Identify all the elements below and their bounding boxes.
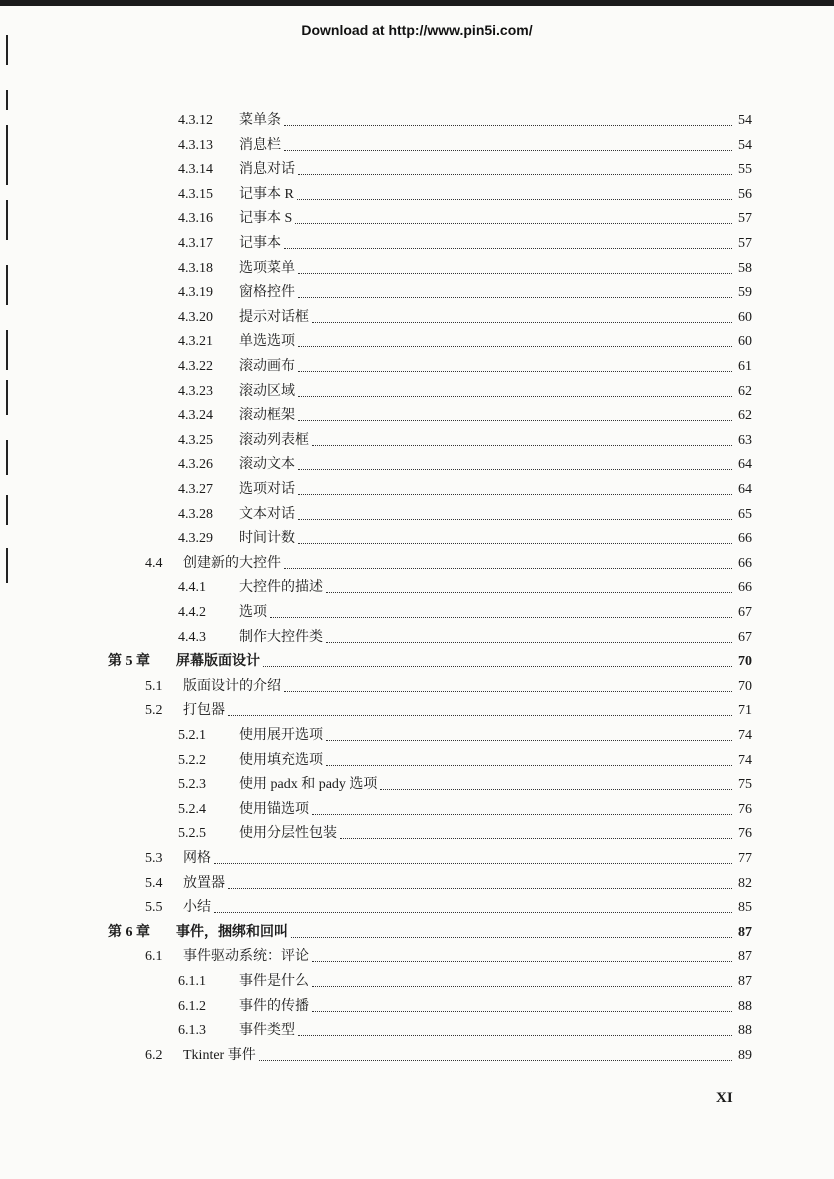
toc-entry-page: 77 [738,851,752,866]
toc-entry-title: 滚动文本 [239,457,295,473]
toc-entry[interactable] [178,750,752,770]
dot-leader [228,714,732,716]
toc-entry-page: 65 [738,506,752,522]
toc-entry[interactable] [178,504,752,524]
toc-entry[interactable] [145,873,752,893]
scan-edge-mark [6,90,8,110]
toc-entry-number: 4.4.1 [178,580,206,596]
toc-entry[interactable] [145,1045,752,1065]
toc-entry[interactable] [178,184,752,204]
toc-entry-title: 时间计数 [239,531,295,547]
toc-entry[interactable] [178,799,752,819]
toc-entry[interactable] [145,897,752,917]
toc-entry-title: 事件是什么 [239,974,309,989]
scan-edge-mark [6,380,8,415]
dot-leader [340,837,732,839]
toc-entry-number: 6.1.2 [178,998,206,1014]
toc-entry-title: 事件的传播 [239,998,309,1014]
toc-entry-number: 5.2.5 [178,826,206,842]
dot-leader [298,1034,732,1036]
dot-leader [263,665,732,667]
toc-entry[interactable] [108,922,752,942]
toc-entry-number: 4.3.13 [178,137,213,153]
toc-entry[interactable] [178,430,752,450]
toc-entry-page: 87 [738,949,752,965]
toc-entry[interactable] [178,258,752,278]
toc-entry[interactable] [178,208,752,228]
scan-edge-mark [6,35,8,65]
toc-entry-page: 67 [738,605,752,620]
dot-leader [298,272,732,274]
dot-leader [326,591,732,593]
toc-entry-number: 4.3.26 [178,457,213,473]
toc-entry-number: 4.3.20 [178,309,213,325]
toc-entry-number: 6.2 [145,1047,163,1063]
toc-entry-title: 消息栏 [239,137,281,153]
toc-entry-page: 60 [738,334,752,350]
toc-entry-number: 4.3.23 [178,383,213,399]
toc-entry-page: 59 [738,285,752,301]
toc-entry-title: 滚动列表框 [239,432,309,448]
dot-leader [228,887,732,889]
toc-entry[interactable] [178,454,752,474]
toc-entry-number: 6.1.3 [178,1023,206,1039]
dot-leader [298,419,732,421]
toc-entry-title: 小结 [183,900,211,916]
scan-edge-mark [6,495,8,525]
toc-entry-number: 4.3.16 [178,211,213,227]
toc-entry-number: 5.3 [145,851,163,866]
toc-entry[interactable] [178,233,752,253]
toc-entry[interactable] [178,331,752,351]
toc-entry-page: 87 [738,924,752,940]
toc-entry-page: 74 [738,752,752,768]
dot-leader [312,960,732,962]
toc-entry-number: 4.3.27 [178,482,213,497]
toc-entry-number: 5.4 [145,875,163,891]
toc-entry[interactable] [178,356,752,376]
dot-leader [326,739,732,741]
toc-entry[interactable] [108,651,752,671]
dot-leader [298,468,732,470]
toc-entry[interactable] [178,307,752,327]
top-rule [0,0,834,6]
toc-entry[interactable] [178,282,752,302]
toc-entry-title: 使用 padx 和 pady 选项 [239,777,378,793]
toc-entry-title: 创建新的大控件 [183,555,281,571]
toc-entry-number: 5.5 [145,900,163,916]
toc-entry-title: 文本对话 [239,506,295,522]
toc-entry-number: 4.3.15 [178,186,213,202]
toc-entry-page: 82 [738,875,752,891]
dot-leader [312,1010,732,1012]
scan-edge-mark [6,548,8,583]
dot-leader [312,813,732,815]
toc-entry-title: 选项 [239,605,267,620]
download-header: Download at http://www.pin5i.com/ [301,22,533,38]
toc-entry[interactable] [145,676,752,696]
toc-entry-number: 4.3.12 [178,113,213,128]
toc-entry-page: 60 [738,309,752,325]
toc-entry-title: 记事本 [239,236,281,251]
toc-entry-title: 单选选项 [239,334,295,350]
toc-entry[interactable] [178,627,752,647]
toc-entry-number: 4.3.21 [178,334,213,350]
toc-entry-title: 记事本 R [239,186,294,202]
toc-entry-title: 滚动区域 [239,383,295,399]
toc-entry-page: 54 [738,137,752,153]
toc-entry-page: 57 [738,236,752,251]
toc-entry-title: 使用展开选项 [239,728,323,743]
dot-leader [298,345,732,347]
dot-leader [284,149,732,151]
toc-entry-title: 事件驱动系统：评论 [183,949,309,965]
dot-leader [291,936,732,938]
toc-entry-page: 64 [738,457,752,473]
toc-entry-page: 63 [738,432,752,448]
toc-entry[interactable] [178,1020,752,1040]
toc-entry-page: 76 [738,801,752,817]
toc-entry-number: 第 6 章 [108,924,150,940]
toc-entry-title: 记事本 S [239,211,293,227]
scan-edge-mark [6,440,8,475]
toc-entry-title: 使用填充选项 [239,752,323,768]
toc-entry-title: Tkinter 事件 [183,1047,256,1063]
toc-entry-title: 提示对话框 [239,309,309,325]
page-folio: XI [716,1090,733,1106]
toc-entry-title: 事件类型 [239,1023,295,1039]
toc-entry[interactable] [178,996,752,1016]
toc-entry-number: 第 5 章 [108,654,150,670]
toc-entry-page: 66 [738,580,752,596]
toc-entry-title: 滚动画布 [239,359,295,374]
toc-entry-number: 4.3.14 [178,162,213,178]
scan-edge-mark [6,200,8,240]
toc-entry-number: 4.3.17 [178,236,213,251]
scan-edge-mark [6,330,8,370]
dot-leader [259,1059,732,1061]
toc-entry-page: 70 [738,678,752,694]
toc-entry-number: 4.4.2 [178,605,206,620]
dot-leader [298,493,732,495]
dot-leader [270,616,732,618]
toc-entry-number: 5.2 [145,703,163,719]
dot-leader [295,222,732,224]
toc-entry-page: 67 [738,629,752,645]
toc-entry-page: 76 [738,826,752,842]
dot-leader [298,542,732,544]
toc-entry-page: 54 [738,113,752,128]
scan-edge-mark [6,125,8,185]
dot-leader [312,321,732,323]
toc-entry[interactable] [178,479,752,499]
toc-entry[interactable] [145,700,752,720]
dot-leader [326,764,732,766]
toc-entry-title: 菜单条 [239,113,281,128]
dot-leader [326,641,732,643]
toc-entry-page: 85 [738,900,752,916]
toc-entry-page: 62 [738,408,752,424]
toc-entry-number: 4.3.18 [178,260,213,276]
toc-entry-number: 6.1 [145,949,163,965]
toc-entry[interactable] [145,848,752,868]
toc-entry-title: 选项对话 [239,482,295,497]
toc-entry-title: 放置器 [183,875,225,891]
toc-entry-page: 88 [738,998,752,1014]
toc-entry[interactable] [178,971,752,991]
toc-entry-title: 选项菜单 [239,260,295,276]
dot-leader [380,788,732,790]
toc-entry[interactable] [178,381,752,401]
dot-leader [298,296,732,298]
toc-entry-title: 屏幕版面设计 [176,654,260,670]
toc-entry[interactable] [178,135,752,155]
toc-entry-page: 57 [738,211,752,227]
toc-entry-number: 4.3.29 [178,531,213,547]
toc-entry-number: 5.2.2 [178,752,206,768]
toc-entry-title: 事件，捆绑和回叫 [176,924,288,940]
toc-entry-title: 版面设计的介绍 [183,678,281,694]
toc-entry-number: 5.2.1 [178,728,206,743]
toc-entry-number: 6.1.1 [178,974,206,989]
dot-leader [312,444,732,446]
dot-leader [297,198,732,200]
toc-entry-page: 74 [738,728,752,743]
dot-leader [298,370,732,372]
toc-entry-page: 70 [738,654,752,670]
toc-entry-number: 4.3.22 [178,359,213,374]
toc-entry-title: 使用锚选项 [239,801,309,817]
toc-entry-number: 4.3.28 [178,506,213,522]
toc-entry-page: 66 [738,531,752,547]
toc-entry-title: 网格 [183,851,211,866]
toc-entry[interactable] [178,159,752,179]
toc-entry[interactable] [145,946,752,966]
dot-leader [298,395,732,397]
toc-entry-title: 滚动框架 [239,408,295,424]
dot-leader [298,518,732,520]
toc-entry[interactable] [145,553,752,573]
scan-edge-mark [6,265,8,305]
toc-entry-page: 75 [738,777,752,793]
toc-entry-number: 4.3.25 [178,432,213,448]
toc-entry-page: 62 [738,383,752,399]
toc-entry-page: 88 [738,1023,752,1039]
toc-entry-number: 5.1 [145,678,163,694]
dot-leader [284,567,732,569]
toc-entry-page: 64 [738,482,752,497]
toc-entry-number: 5.2.3 [178,777,206,793]
toc-entry-title: 窗格控件 [239,285,295,301]
dot-leader [214,862,732,864]
toc-entry[interactable] [178,823,752,843]
toc-entry-page: 89 [738,1047,752,1063]
toc-entry-page: 58 [738,260,752,276]
dot-leader [284,247,732,249]
toc-entry-title: 打包器 [183,703,225,719]
toc-entry-title: 使用分层性包装 [239,826,337,842]
toc-entry-number: 5.2.4 [178,801,206,817]
toc-entry[interactable] [178,602,752,622]
toc-entry-number: 4.4 [145,555,163,571]
toc-entry-title: 大控件的描述 [239,580,323,596]
toc-entry[interactable] [178,774,752,794]
dot-leader [284,690,732,692]
dot-leader [214,911,732,913]
toc-entry-title: 消息对话 [239,162,295,178]
dot-leader [312,985,732,987]
toc-entry-page: 56 [738,186,752,202]
toc-entry-page: 87 [738,974,752,989]
toc-entry[interactable] [178,528,752,548]
toc-entry[interactable] [178,405,752,425]
toc-entry-number: 4.3.19 [178,285,213,301]
toc-entry-number: 4.3.24 [178,408,213,424]
toc-entry[interactable] [178,577,752,597]
toc-entry-page: 55 [738,162,752,178]
toc-entry[interactable] [178,110,752,130]
toc-entry-page: 66 [738,555,752,571]
dot-leader [298,173,732,175]
toc-entry[interactable] [178,725,752,745]
dot-leader [284,124,732,126]
toc-entry-page: 61 [738,359,752,374]
toc-entry-page: 71 [738,703,752,719]
toc-entry-title: 制作大控件类 [239,629,323,645]
toc-entry-number: 4.4.3 [178,629,206,645]
